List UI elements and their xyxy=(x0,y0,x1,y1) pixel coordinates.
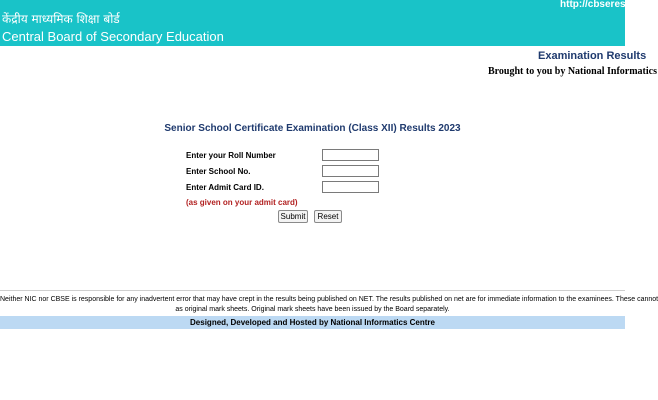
disclaimer-line-2: as original mark sheets. Original mark sheets have been issued by the Board separately. xyxy=(175,306,450,313)
site-url[interactable]: http://cbseresults xyxy=(560,0,644,10)
header-banner xyxy=(0,0,644,46)
disclaimer xyxy=(0,295,658,315)
footer-credit: Designed, Developed and Hosted by National Informatics Centre xyxy=(0,316,625,329)
section-title: Examination Results xyxy=(538,50,647,62)
board-name-english: Central Board of Secondary Education xyxy=(2,29,224,44)
board-name-hindi: केंद्रीय माध्यमिक शिक्षा बोर्ड xyxy=(2,12,120,26)
brought-by-text: Brought to you by National Informatics xyxy=(488,66,657,77)
admit-card-input[interactable] xyxy=(322,181,379,193)
reset-button[interactable]: Reset xyxy=(314,210,342,223)
roll-number-label: Enter your Roll Number xyxy=(186,151,276,160)
disclaimer-line-1: Neither NIC nor CBSE is responsible for any inadvertent error that may have crept in the results being published on NET. The results published on net are for immediate information to the examinees. These cannot xyxy=(0,296,658,303)
submit-button[interactable]: Submit xyxy=(278,210,308,223)
divider xyxy=(0,290,625,291)
admit-card-label: Enter Admit Card ID. xyxy=(186,183,264,192)
form-title: Senior School Certificate Examination (Class XII) Results 2023 xyxy=(164,123,461,134)
roll-number-input[interactable] xyxy=(322,149,379,161)
admit-card-note: (as given on your admit card) xyxy=(186,198,298,207)
school-number-input[interactable] xyxy=(322,165,379,177)
school-number-label: Enter School No. xyxy=(186,167,251,176)
